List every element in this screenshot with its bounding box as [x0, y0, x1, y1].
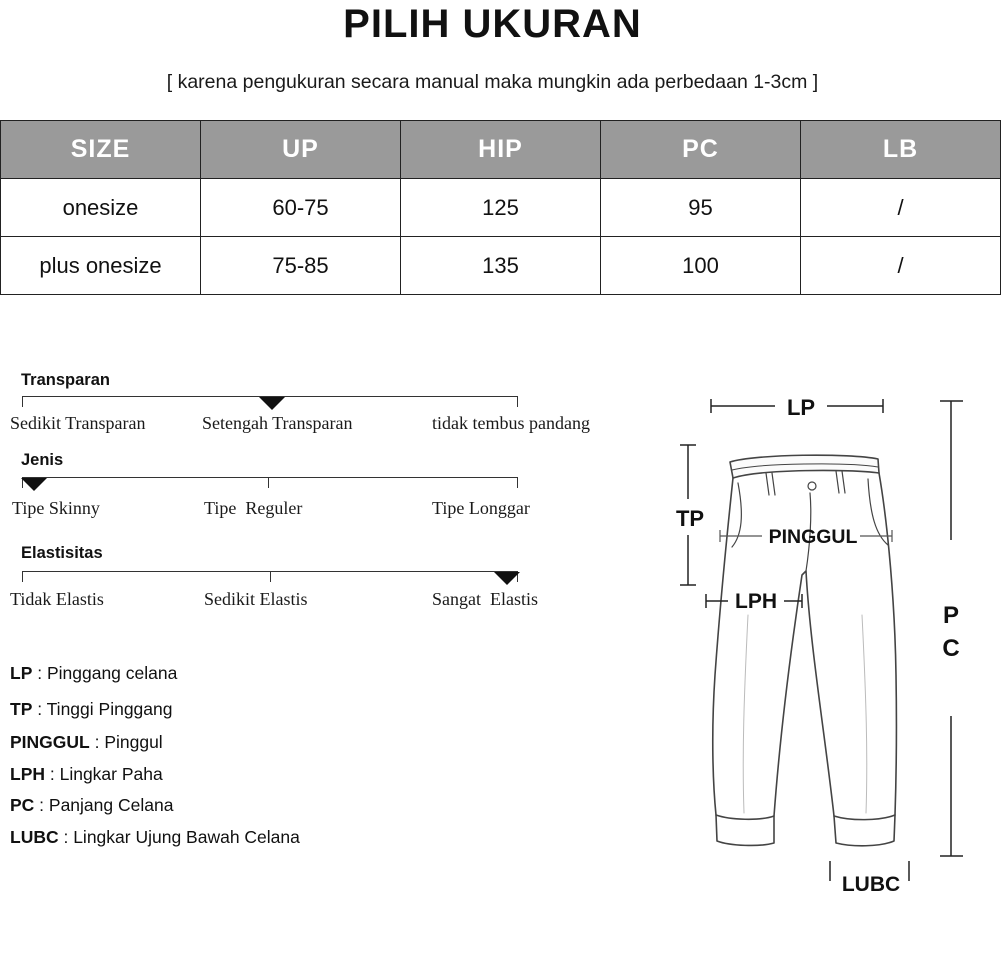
scale-marker	[259, 397, 285, 410]
table-row	[1, 237, 1001, 295]
page-title: PILIH UKURAN	[343, 2, 642, 46]
scale-title: Transparan	[21, 371, 110, 389]
scale-marker	[494, 572, 520, 585]
legend-desc: : Tinggi Pinggang	[32, 699, 173, 719]
scale-option-label: Tipe Skinny	[12, 498, 100, 518]
scale-tick	[517, 396, 518, 407]
table-cell: 60-75	[201, 179, 401, 237]
scale-tick	[22, 571, 23, 582]
table-cell: 125	[401, 179, 601, 237]
table-cell: onesize	[1, 179, 201, 237]
pinggul-label: PINGGUL	[768, 526, 858, 548]
legend-desc: : Lingkar Ujung Bawah Celana	[58, 827, 300, 847]
table-cell: 135	[401, 237, 601, 295]
scale-title: Jenis	[21, 451, 64, 469]
legend-desc: : Pinggang celana	[32, 663, 178, 683]
legend-item	[10, 699, 172, 720]
legend-abbr: LP	[10, 663, 33, 683]
scale-option-label: Tipe Longgar	[432, 498, 530, 518]
pants-diagram	[620, 375, 990, 905]
scale-option-label: tidak tembus pandang	[432, 413, 590, 433]
column-header-lb: LB	[801, 121, 1001, 179]
column-header-up: UP	[201, 121, 401, 179]
table-row	[1, 179, 1001, 237]
pc-label-p: P	[942, 602, 960, 629]
legend-abbr: TP	[10, 699, 33, 719]
legend-desc: : Pinggul	[89, 732, 163, 752]
table-cell: 75-85	[201, 237, 401, 295]
legend-item	[10, 663, 177, 684]
tp-label: TP	[675, 506, 705, 531]
legend-abbr: PC	[10, 795, 35, 815]
table-cell: 100	[601, 237, 801, 295]
scale-option-label: Tidak Elastis	[10, 589, 104, 609]
legend-item	[10, 827, 300, 848]
column-header-hip: HIP	[401, 121, 601, 179]
size-table	[0, 120, 1001, 295]
scale-tick	[270, 571, 271, 582]
legend-desc: : Lingkar Paha	[45, 764, 163, 784]
scale-option-label: Sedikit Transparan	[10, 413, 146, 433]
measurement-note: [ karena pengukuran secara manual maka mungkin ada perbedaan 1-3cm ]	[166, 71, 819, 93]
pants-illustration	[713, 455, 897, 846]
table-cell: 95	[601, 179, 801, 237]
table-cell: /	[801, 237, 1001, 295]
lubc-label: LUBC	[841, 873, 901, 896]
scale-tick	[22, 396, 23, 407]
legend-abbr: LUBC	[10, 827, 59, 847]
scale-tick	[268, 477, 269, 488]
scale-option-label: Sedikit Elastis	[204, 589, 308, 609]
column-header-pc: PC	[601, 121, 801, 179]
table-header-row	[1, 121, 1001, 179]
scale-option-label: Setengah Transparan	[202, 413, 353, 433]
scale-tick	[517, 477, 518, 488]
scale-option-label: Sangat Elastis	[432, 589, 538, 609]
lph-label: LPH	[735, 590, 777, 613]
table-cell: plus onesize	[1, 237, 201, 295]
legend-desc: : Panjang Celana	[34, 795, 174, 815]
lp-label: LP	[786, 395, 816, 420]
legend-item	[10, 795, 173, 816]
table-cell: /	[801, 179, 1001, 237]
scale-marker	[21, 478, 47, 491]
legend-item	[10, 732, 163, 753]
column-header-size: SIZE	[1, 121, 201, 179]
legend-item	[10, 764, 163, 785]
scale-option-label: Tipe Reguler	[204, 498, 303, 518]
legend-abbr: LPH	[10, 764, 45, 784]
scale-title: Elastisitas	[21, 544, 103, 562]
legend-abbr: PINGGUL	[10, 732, 90, 752]
scale-line	[22, 477, 518, 478]
pc-label-c: C	[942, 635, 960, 662]
